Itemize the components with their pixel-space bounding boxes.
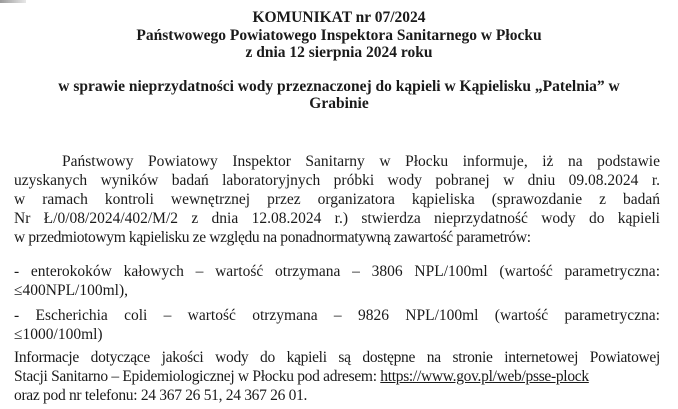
parameter-enterococci-line1: - enterokoków kałowych – wartość otrzymana – 3806 NPL/100ml (wartość parametryczna: — [14, 263, 660, 280]
subject-line-2: Grabinie — [309, 95, 369, 112]
parameter-ecoli-line2: ≤1000/100ml) — [14, 326, 103, 343]
info-line-2 — [14, 367, 660, 386]
scan-edge-shade — [0, 0, 26, 3]
info-phone-line: oraz pod nr telefonu: 24 367 26 51, 24 367 26 01. — [14, 387, 308, 404]
date-line: z dnia 12 sierpnia 2024 roku — [245, 44, 433, 61]
parameter-ecoli-line1: - Escherichia coli – wartość otrzymana – 9826 NPL/100ml (wartość parametryczna: — [14, 307, 660, 324]
document-title: KOMUNIKAT nr 07/2024 — [252, 9, 426, 26]
paragraph-line: Państwowy Powiatowy Inspektor Sanitarny w Płocku informuje, iż na podstawie — [62, 153, 660, 170]
paragraph-line: w ramach kontroli wewnętrznej przez organizatora kąpieliska (sprawozdanie z badań — [14, 191, 660, 208]
psse-plock-link[interactable]: https://www.gov.pl/web/psse-plock — [380, 368, 589, 385]
paragraph-line: w przedmiotowym kąpielisku ze względu na ponadnormatywną zawartość parametrów: — [14, 229, 531, 246]
subject-line-1: w sprawie nieprzydatności wody przeznaczonej do kąpieli w Kąpielisku „Patelnia” w — [58, 78, 620, 95]
info-line-2-text: Stacji Sanitarno – Epidemiologicznej w Płocku pod adresem: — [14, 368, 381, 385]
parameter-enterococci-line2: ≤400NPL/100ml), — [14, 282, 128, 299]
issuer-line: Państwowego Powiatowego Inspektora Sanitarnego w Płocku — [136, 27, 542, 44]
paragraph-line: Nr Ł/0/08/2024/402/M/2 z dnia 12.08.2024 r.) stwierdza nieprzydatność wody do kąpieli — [14, 210, 660, 227]
info-line-1: Informacje dotyczące jakości wody do kąpieli są dostępne na stronie internetowej Powiatowej — [14, 349, 660, 366]
paragraph-line: uzyskanych wyników badań laboratoryjnych próbki wody pobranej w dniu 09.08.2024 r. — [14, 172, 660, 189]
